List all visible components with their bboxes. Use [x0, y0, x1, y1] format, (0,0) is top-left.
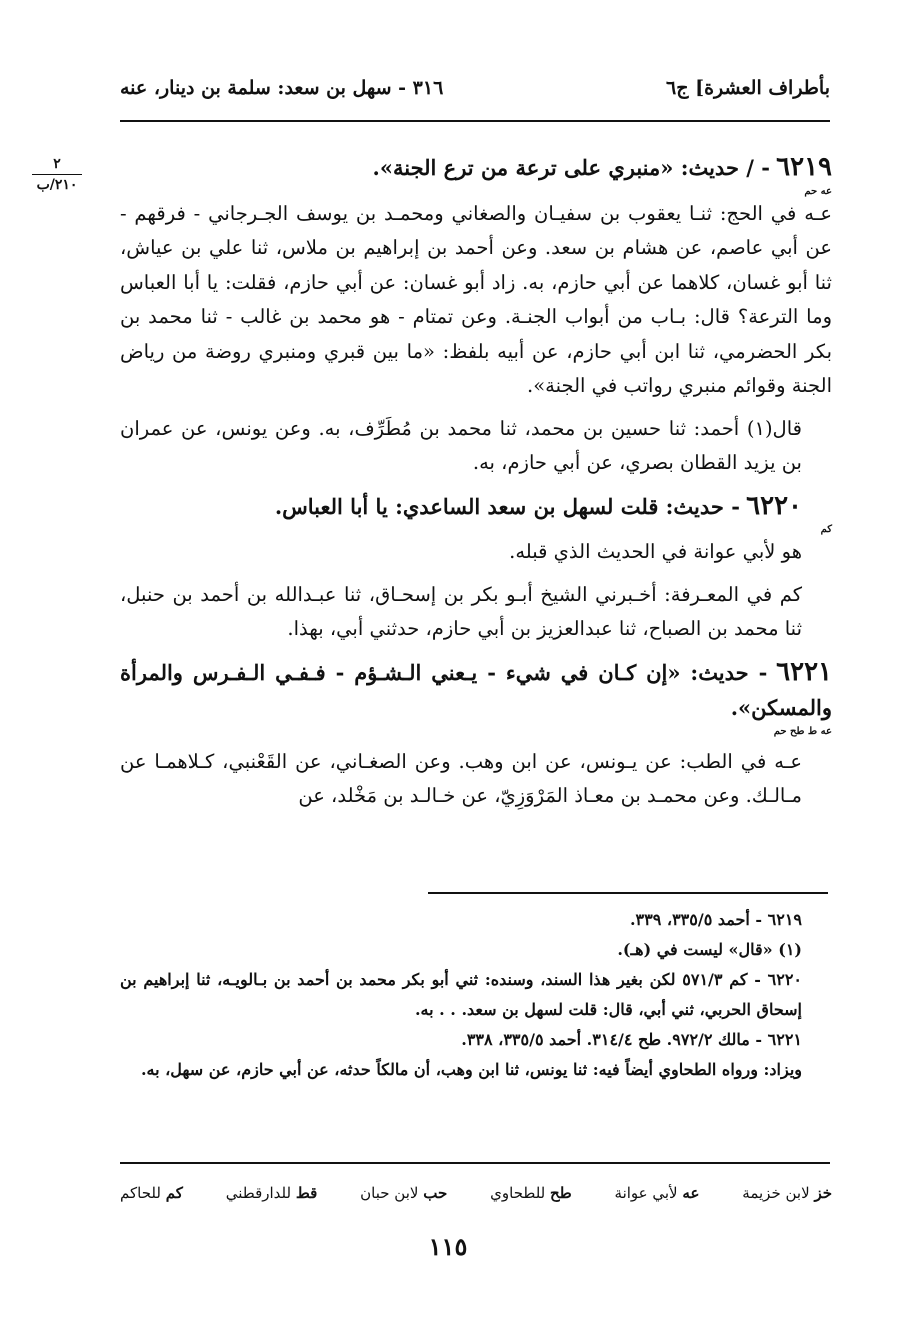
spacer	[120, 737, 832, 745]
footnote: ويزاد: ورواه الطحاوي أيضاً فيه: ثنا يونس، ثنا ابن وهب، أن مالكاً حدثه، عن أبي حازم، عن سهل، به.	[140, 1060, 802, 1079]
abbreviation-item	[120, 1184, 183, 1202]
footnote: ٦٢٢٠ - كم ٥٧١/٣ لكن بغير هذا السند، وسنده: ثني أبو بكر محمد بن أحمد بن بـالويـه، ثنا إبراهيم بن إسحاق الحربي، ثني أبي، قال: قلت لسهل بن سعد. . . به.	[120, 970, 802, 1019]
spacer	[120, 570, 832, 578]
abbreviation-code: قط	[295, 1184, 318, 1202]
footnote-rule	[428, 892, 828, 894]
header-book-title: بأطراف العشرة] ج٦	[666, 77, 830, 99]
abbreviation-code: عه	[682, 1184, 700, 1202]
spacer	[120, 404, 832, 412]
entry-sigla: عه حم	[804, 185, 832, 197]
abbreviation-code: خز	[814, 1184, 832, 1202]
entry-sigla: كم	[820, 524, 832, 535]
abbreviations-key	[120, 1178, 832, 1208]
entry-heading-text: - حديث: قلت لسهل بن سعد الساعدي: يا أبا العباس.	[274, 493, 740, 519]
entry-6219-heading	[120, 150, 832, 187]
entry-number: ٦٢٢٠	[746, 490, 802, 521]
abbreviation-item	[226, 1184, 318, 1202]
entry-number: ٦٢٢١	[776, 656, 832, 687]
entry-6221-heading	[120, 655, 832, 727]
running-header	[120, 70, 830, 106]
abbreviation-desc: للدارقطني	[225, 1184, 292, 1202]
entry-6220-body: كم في المعـرفة: أخـبرني الشيخ أبـو بكر بن إسحـاق، ثنا عبـدالله بن أحمد بن حنبل، ثنا محمد بن الصباح، ثنا عبدالعزيز بن أبي حازم، حدثني أبي، بهذا.	[120, 582, 802, 640]
footnote: ٦٢٢١ - مالك ٩٧٢/٢. طح ٣١٤/٤. أحمد ٣٣٥/٥، ٣٣٨.	[461, 1030, 802, 1049]
abbreviation-item	[490, 1184, 571, 1202]
footnote: (١) «قال» ليست في (هـ).	[617, 940, 802, 959]
abbreviation-desc: للحاكم	[120, 1184, 161, 1202]
abbreviation-desc: لابن حبان	[360, 1184, 419, 1202]
abbreviation-desc: للطحاوي	[490, 1184, 546, 1202]
folio-note-top: ٢	[53, 156, 61, 172]
spacer	[120, 647, 832, 655]
entry-6219-para2: قال(١) أحمد: ثنا حسين بن محمد، ثنا محمد بن مُطَرِّف، به. وعن يونس، عن عمران بن يزيد القطان بصري، عن أبي حازم، به.	[120, 416, 802, 474]
abbreviation-item	[360, 1184, 447, 1202]
main-text	[120, 150, 832, 814]
abbreviation-code: حب	[423, 1184, 448, 1202]
entry-heading-text: - حديث: «إن كـان في شيء - يـعني الـشـؤم - فـفـي الـفـرس والمرأة والمسكن».	[120, 659, 832, 720]
abbreviation-item	[615, 1184, 700, 1202]
entry-heading-text: - / حديث: «منبري على ترعة من ترع الجنة».	[372, 155, 770, 180]
entry-sigla: عه ط طح حم	[773, 725, 832, 737]
page-number: ١١٥	[428, 1232, 468, 1261]
abbreviation-code: كم	[165, 1184, 183, 1202]
abbreviations-rule	[120, 1162, 830, 1164]
entry-number: ٦٢١٩	[776, 152, 832, 182]
header-section-title: ٣١٦ - سهل بن سعد: سلمة بن دينار، عنه	[120, 77, 444, 99]
folio-note-bottom: ٢١٠/ب	[36, 177, 78, 193]
entry-6220-line1: هو لأبي عوانة في الحديث الذي قبله.	[509, 540, 802, 563]
abbreviation-item	[742, 1184, 832, 1202]
manuscript-folio-note	[22, 155, 92, 194]
entry-6219-body: عـه في الحج: ثنـا يعقوب بن سفيـان والصغاني ومحمـد بن يوسف الجـرجاني - فرقهم - عن أبي عاصم، عن هشام بن سعد. وعن أحمد بن إبراهيم بن ملاس، ثنا علي بن عياش، ثنا أبو غسان، كلاهما عن أبي حازم، به. زاد أبو غسان: عن أبي حازم، فقلت: يا أبا العباس وما الترعة؟ قال: بـاب من أبواب الجنـة. وعن تمتام - هو محمد بن غالب - ثنا محمد بن بكر الحضرمي، ثنا ابن أبي حازم، عن أبيه بلفظ: «ما بين قبري ومنبري روضة من رياض الجنة وقوائم منبري رواتب في الجنة».	[120, 201, 832, 397]
footnotes	[120, 905, 832, 1085]
spacer	[120, 481, 832, 489]
header-rule	[120, 120, 830, 122]
entry-6221-body: عـه في الطب: عن يـونس، عن ابن وهب. وعن الصغـاني، عن القَعْنبي، كـلاهمـا عن مـالـك. وعن محمـد بن معـاذ المَرْوَزِيّ، عن خـالـد بن مَخْلد، عن	[120, 749, 802, 807]
abbreviation-code: طح	[550, 1184, 572, 1202]
abbreviation-desc: لأبي عوانة	[614, 1184, 678, 1202]
footnote: ٦٢١٩ - أحمد ٣٣٥/٥، ٣٣٩.	[629, 910, 802, 929]
folio-note-divider	[32, 174, 82, 175]
entry-6220-heading	[120, 489, 832, 526]
abbreviation-desc: لابن خزيمة	[742, 1184, 810, 1202]
